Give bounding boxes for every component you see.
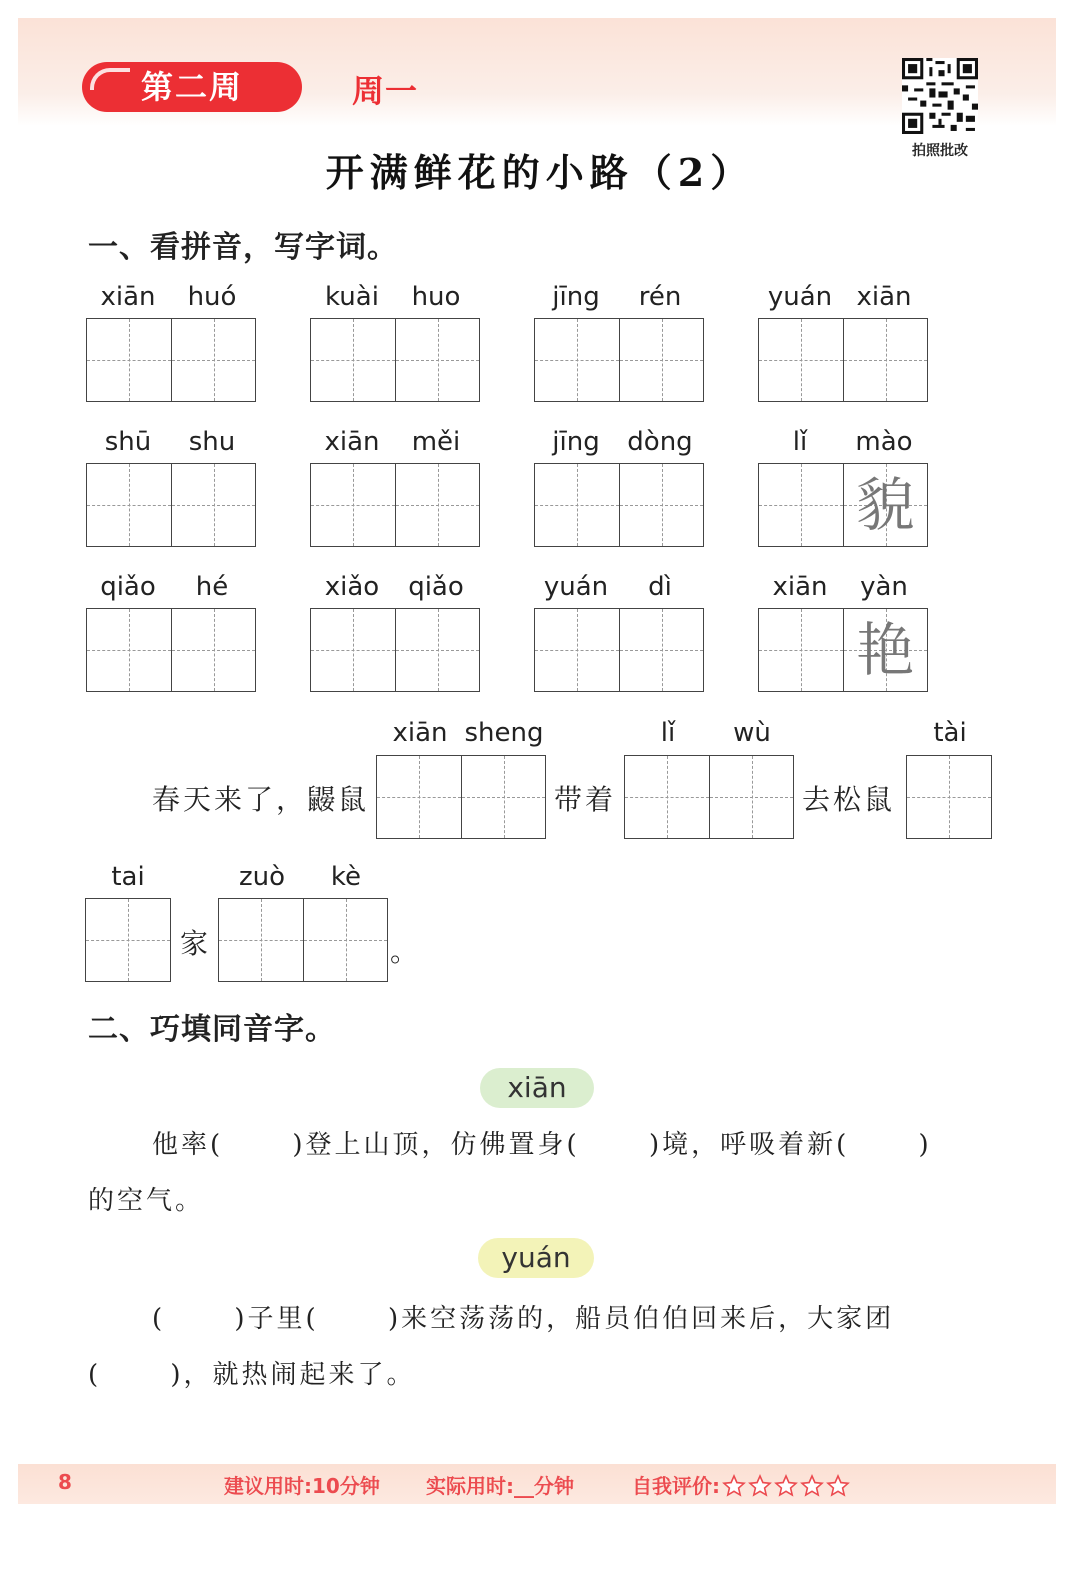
pinyin: huo xyxy=(411,282,461,312)
grid-cell[interactable] xyxy=(87,609,171,691)
star-icon[interactable] xyxy=(774,1474,798,1498)
grid-cell[interactable] xyxy=(395,319,479,401)
grid-cell[interactable] xyxy=(619,319,703,401)
sentence-text: 带着 xyxy=(554,783,617,816)
actual-time: 实际用时:__分钟 xyxy=(426,1474,574,1498)
pinyin: xiān xyxy=(100,282,156,312)
qr-code-icon[interactable] xyxy=(902,58,978,134)
pinyin: xiān xyxy=(324,427,380,457)
writing-grid[interactable] xyxy=(758,608,928,692)
star-icon[interactable] xyxy=(748,1474,772,1498)
grid-cell[interactable] xyxy=(843,319,927,401)
grid-cell[interactable] xyxy=(395,464,479,546)
section2-heading: 二、巧填同音字。 xyxy=(88,1012,336,1047)
pinyin: wù xyxy=(733,718,771,748)
self-evaluation-label: 自我评价: xyxy=(632,1474,720,1498)
grid-cell[interactable] xyxy=(759,609,843,691)
grid-cell[interactable] xyxy=(759,464,843,546)
pinyin: tài xyxy=(933,718,967,748)
pinyin: zuò xyxy=(238,862,286,892)
fill-sentence[interactable]: ( )子里( )来空荡荡的，船员伯伯回来后，大家团 xyxy=(152,1304,895,1334)
writing-grid[interactable] xyxy=(310,318,480,402)
pinyin: yàn xyxy=(860,572,908,602)
grid-cell[interactable] xyxy=(311,609,395,691)
sentence-text: 去松鼠 xyxy=(802,783,896,816)
writing-grid[interactable] xyxy=(758,463,928,547)
star-icon[interactable] xyxy=(722,1474,746,1498)
suggested-time: 建议用时:10分钟 xyxy=(224,1474,380,1498)
section1-heading: 一、看拼音，写字词。 xyxy=(88,230,398,265)
grid-cell[interactable] xyxy=(395,609,479,691)
fill-sentence[interactable]: ( )，就热闹起来了。 xyxy=(88,1360,416,1390)
given-character: 艳 xyxy=(856,616,915,684)
grid-cell[interactable] xyxy=(171,464,255,546)
pinyin: lǐ xyxy=(660,718,676,748)
pinyin: shu xyxy=(188,427,236,457)
given-character: 貌 xyxy=(856,471,915,539)
pinyin: xiǎo xyxy=(324,572,380,602)
pinyin: měi xyxy=(411,427,461,457)
writing-grid[interactable] xyxy=(534,318,704,402)
pinyin: xiān xyxy=(392,718,448,748)
pinyin: huó xyxy=(187,282,237,312)
pinyin: qiǎo xyxy=(408,572,464,602)
writing-grid[interactable] xyxy=(86,608,256,692)
pinyin: mào xyxy=(855,427,913,457)
pinyin-bubble: xiān xyxy=(480,1068,594,1108)
writing-grid[interactable] xyxy=(310,463,480,547)
grid-cell[interactable] xyxy=(619,609,703,691)
week-label: 第二周 xyxy=(82,62,302,112)
pinyin: dòng xyxy=(627,427,693,457)
writing-grid[interactable] xyxy=(85,898,171,982)
sentence-end: 。 xyxy=(390,935,422,968)
grid-cell[interactable] xyxy=(619,464,703,546)
rating-stars[interactable] xyxy=(722,1474,850,1498)
fill-sentence[interactable]: 他率( )登上山顶，仿佛置身( )境，呼吸着新( ) xyxy=(152,1130,932,1160)
pinyin: dì xyxy=(648,572,672,602)
writing-grid[interactable] xyxy=(310,608,480,692)
pinyin: qiǎo xyxy=(100,572,156,602)
writing-grid[interactable] xyxy=(218,898,388,982)
grid-cell[interactable] xyxy=(843,609,927,691)
pinyin: shū xyxy=(104,427,152,457)
grid-cell[interactable] xyxy=(535,464,619,546)
pinyin: kuài xyxy=(325,282,379,312)
fill-sentence: 的空气。 xyxy=(88,1186,205,1216)
writing-grid[interactable] xyxy=(906,755,992,839)
pinyin: yuán xyxy=(767,282,833,312)
sentence-text: 春天来了，鼹鼠 xyxy=(152,783,370,816)
pinyin-bubble: yuán xyxy=(478,1238,594,1278)
grid-cell[interactable] xyxy=(843,464,927,546)
pinyin: jīng xyxy=(552,427,600,457)
pinyin: xiān xyxy=(856,282,912,312)
writing-grid[interactable] xyxy=(758,318,928,402)
writing-grid[interactable] xyxy=(86,318,256,402)
pinyin: yuán xyxy=(543,572,609,602)
grid-cell[interactable] xyxy=(87,319,171,401)
pinyin: hé xyxy=(195,572,229,602)
writing-grid[interactable] xyxy=(376,755,546,839)
sentence-text: 家 xyxy=(180,927,212,960)
pinyin: kè xyxy=(330,862,362,892)
grid-cell[interactable] xyxy=(535,609,619,691)
pinyin: rén xyxy=(638,282,682,312)
grid-cell[interactable] xyxy=(311,464,395,546)
page-number: 8 xyxy=(58,1470,72,1494)
grid-cell[interactable] xyxy=(311,319,395,401)
writing-grid[interactable] xyxy=(534,608,704,692)
grid-cell[interactable] xyxy=(171,319,255,401)
qr-caption: 拍照批改 xyxy=(894,140,986,160)
writing-grid[interactable] xyxy=(534,463,704,547)
pinyin: jīng xyxy=(552,282,600,312)
pinyin: tai xyxy=(111,862,145,892)
writing-grid[interactable] xyxy=(86,463,256,547)
star-icon[interactable] xyxy=(826,1474,850,1498)
pinyin: xiān xyxy=(772,572,828,602)
pinyin: lǐ xyxy=(792,427,808,457)
grid-cell[interactable] xyxy=(171,609,255,691)
star-icon[interactable] xyxy=(800,1474,824,1498)
grid-cell[interactable] xyxy=(759,319,843,401)
page-title: 开满鲜花的小路（2） xyxy=(325,150,755,195)
grid-cell[interactable] xyxy=(87,464,171,546)
writing-grid[interactable] xyxy=(624,755,794,839)
pinyin: sheng xyxy=(464,718,544,748)
grid-cell[interactable] xyxy=(535,319,619,401)
day-label: 周一 xyxy=(352,72,419,110)
